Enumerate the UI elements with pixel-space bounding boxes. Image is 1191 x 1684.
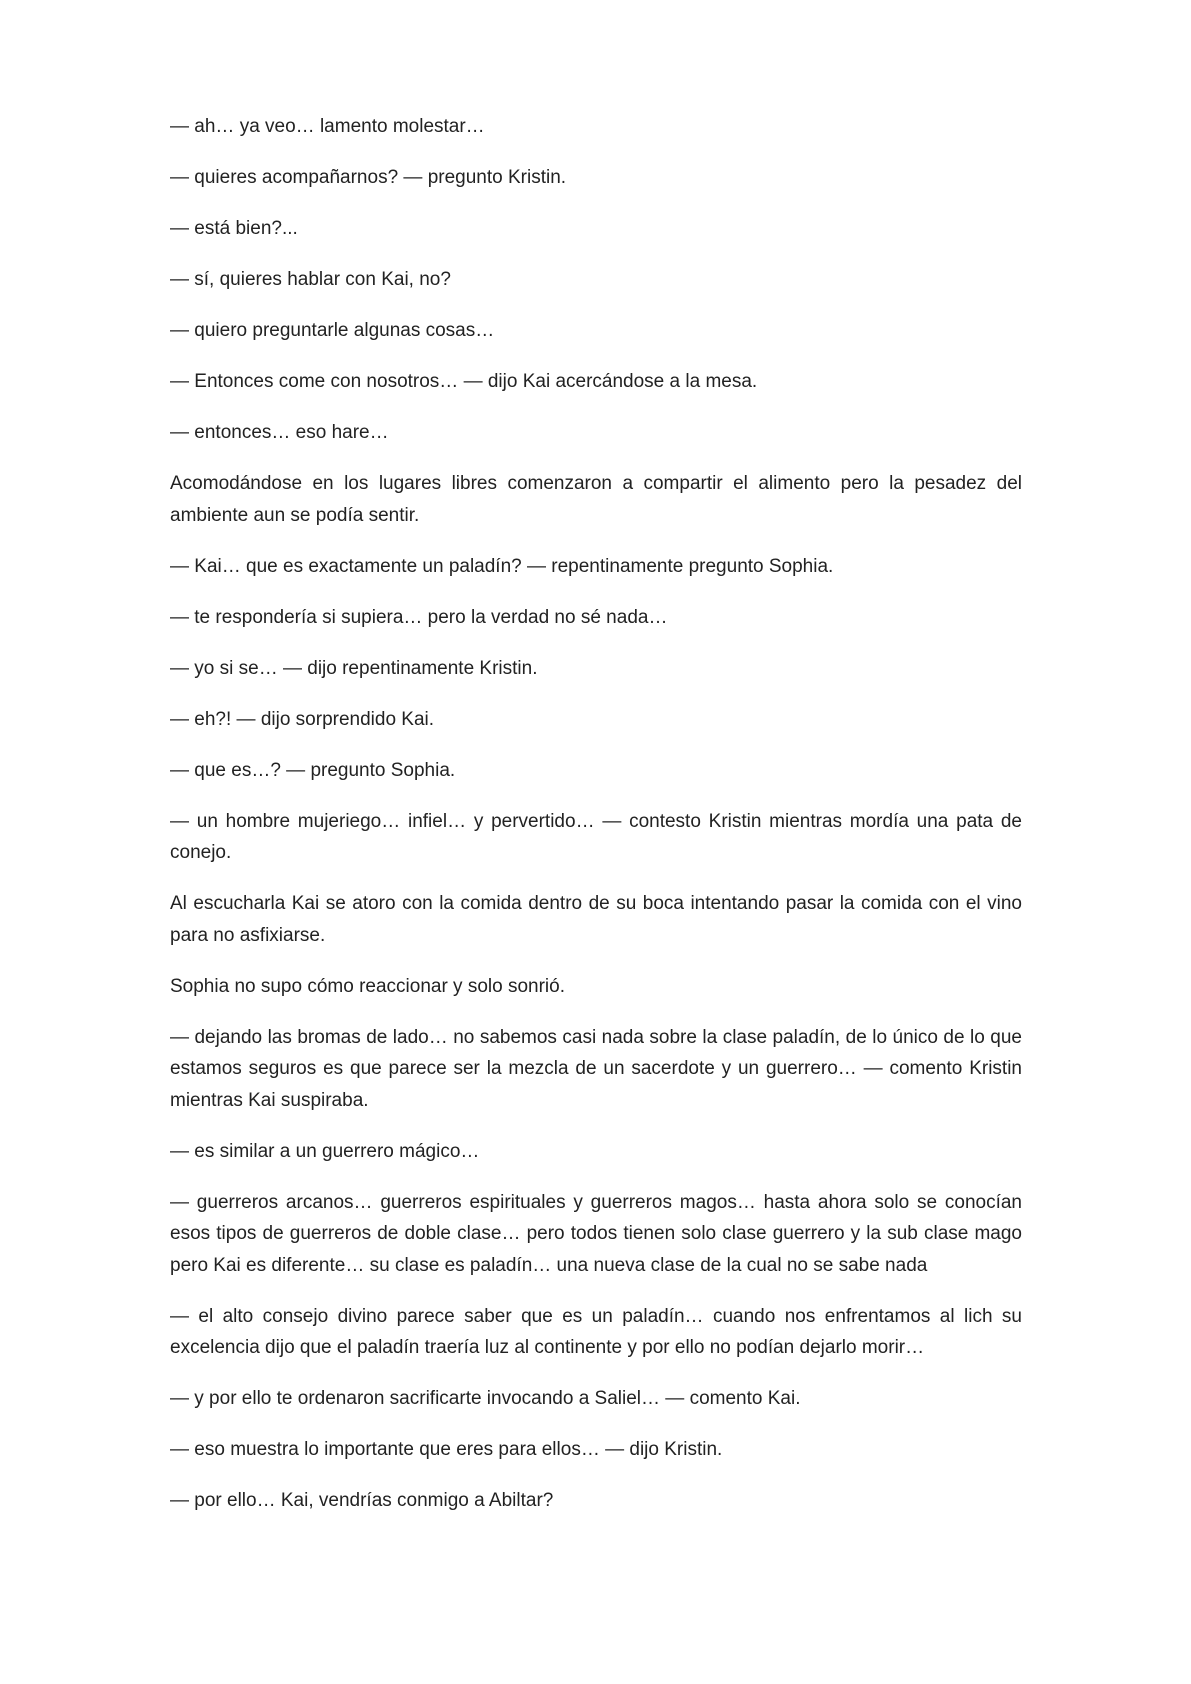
paragraph: — te respondería si supiera… pero la verdad no sé nada… bbox=[170, 606, 668, 628]
paragraph: — Entonces come con nosotros… — dijo Kai acercándose a la mesa. bbox=[170, 371, 758, 392]
paragraph: — yo si se… — dijo repentinamente Kristin. bbox=[170, 657, 538, 679]
paragraph: — quiero preguntarle algunas cosas… bbox=[170, 320, 495, 341]
paragraph: — Kai… que es exactamente un paladín? — repentinamente pregunto Sophia. bbox=[170, 555, 834, 577]
document-page bbox=[170, 111, 1022, 1536]
paragraph: Sophia no supo cómo reaccionar y solo sonrió. bbox=[170, 975, 566, 997]
paragraph: — y por ello te ordenaron sacrificarte invocando a Saliel… — comento Kai. bbox=[170, 1388, 801, 1409]
paragraph: — que es…? — pregunto Sophia. bbox=[170, 759, 456, 781]
paragraph: — el alto consejo divino parece saber que es un paladín… cuando nos enfrentamos al lich su excelencia dijo que el paladín traería luz al continente y por ello no podían dejarlo morir… bbox=[170, 1305, 1022, 1358]
paragraph: — un hombre mujeriego… infiel… y pervertido… — contesto Kristin mientras mordía una pata de conejo. bbox=[170, 810, 1022, 863]
paragraph: — eso muestra lo importante que eres para ellos… — dijo Kristin. bbox=[170, 1439, 723, 1460]
paragraph: — por ello… Kai, vendrías conmigo a Abiltar? bbox=[170, 1490, 554, 1511]
paragraph: — eh?! — dijo sorprendido Kai. bbox=[170, 708, 435, 730]
paragraph: — es similar a un guerrero mágico… bbox=[170, 1140, 480, 1162]
paragraph: Acomodándose en los lugares libres comenzaron a compartir el alimento pero la pesadez del ambiente aun se podía sentir. bbox=[170, 473, 1022, 526]
paragraph: — quieres acompañarnos? — pregunto Kristin. bbox=[170, 167, 567, 188]
paragraph: — sí, quieres hablar con Kai, no? bbox=[170, 269, 451, 290]
paragraph: — dejando las bromas de lado… no sabemos casi nada sobre la clase paladín, de lo único de lo que estamos seguros es que parece ser la mezcla de un sacerdote y un guerrero… — comento Kristin mientras Kai suspiraba. bbox=[170, 1026, 1022, 1111]
paragraph: — está bien?... bbox=[170, 218, 298, 239]
paragraph: — guerreros arcanos… guerreros espirituales y guerreros magos… hasta ahora solo se conocían esos tipos de guerreros de doble clase… pero todos tienen solo clase guerrero y la sub clase mago pero Kai es diferente… su clase es paladín… una nueva clase de la cual no se sabe nada bbox=[170, 1191, 1022, 1276]
paragraph: Al escucharla Kai se atoro con la comida dentro de su boca intentando pasar la comida con el vino para no asfixiarse. bbox=[170, 893, 1022, 946]
paragraph: — ah… ya veo… lamento molestar… bbox=[170, 116, 485, 137]
paragraph: — entonces… eso hare… bbox=[170, 422, 389, 443]
